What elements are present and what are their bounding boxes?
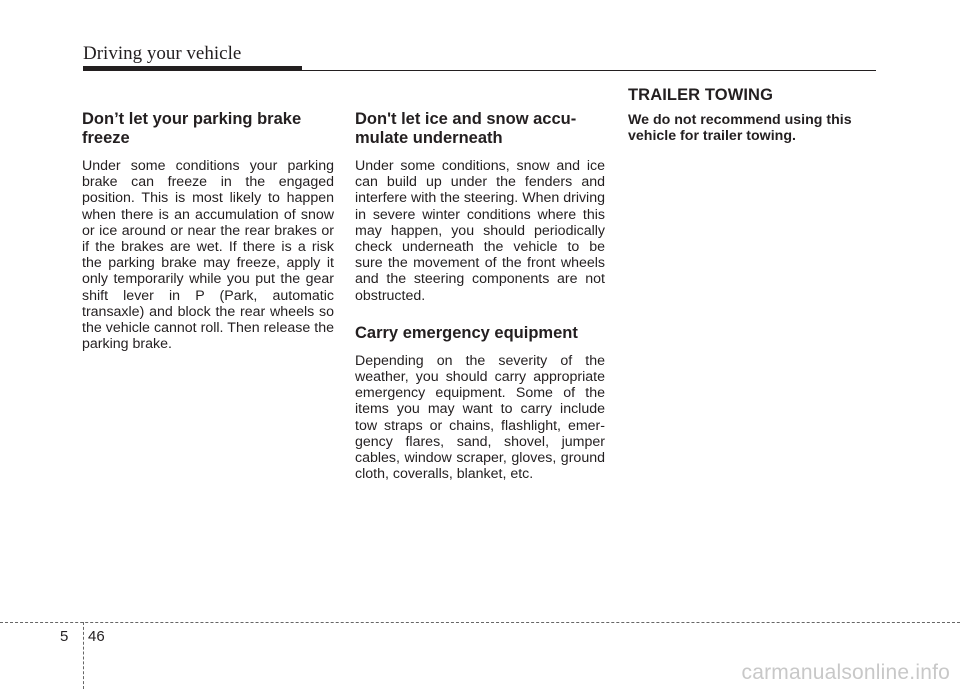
paragraph-ice-snow: Under some conditions, snow and ice can build up under the fenders and interfere with the steering. When driving in severe winter conditions where this may happen, you should periodically check underneath the vehicle to be sure the movement of the front wheels and the steering components are not obstructed.	[355, 158, 605, 304]
column-parking-brake	[82, 110, 334, 352]
heading-emergency-equipment: Carry emergency equipment	[355, 323, 578, 342]
header-rule-thin	[302, 70, 876, 71]
footer-dashed-rule	[0, 622, 960, 623]
paragraph-emergency-equipment: Depending on the severity of the weather, you should carry appropriate emergency equipment. Some of the items you may want to carry include tow straps or chains, flashlight, emer- gency flares, sand, shovel, jumper cables, window scraper, gloves, ground cloth, coveralls, blanket, etc.	[355, 352, 605, 483]
header-rule-thick	[83, 66, 302, 71]
paragraph-trailer-towing: We do not recommend using this vehicle for trailer towing.	[628, 112, 852, 144]
heading-trailer-towing: TRAILER TOWING	[628, 86, 774, 104]
chapter-number: 5	[60, 628, 69, 645]
watermark-text: carmanualsonline.info	[741, 661, 950, 684]
footer-dashed-divider	[83, 622, 84, 689]
running-header-title: Driving your vehicle	[83, 43, 242, 64]
paragraph-parking-brake: Under some conditions your parking brake can freeze in the engaged position. This is most likely to happen when there is an accumulation of snow or ice around or near the rear brakes or if the brakes are wet. If there is a risk the parking brake may freeze, apply it only temporarily while you put the gear shift lever in P (Park, automatic transaxle) and block the rear wheels so the vehicle cannot roll. Then release the parking brake.	[82, 158, 334, 353]
heading-ice-snow: Don't let ice and snow accu- mulate underneath	[355, 110, 577, 147]
page-number: 46	[88, 628, 105, 645]
column-winter-driving	[355, 110, 605, 482]
heading-parking-brake: Don’t let your parking brake freeze	[82, 110, 302, 147]
section-spacer	[355, 304, 605, 324]
